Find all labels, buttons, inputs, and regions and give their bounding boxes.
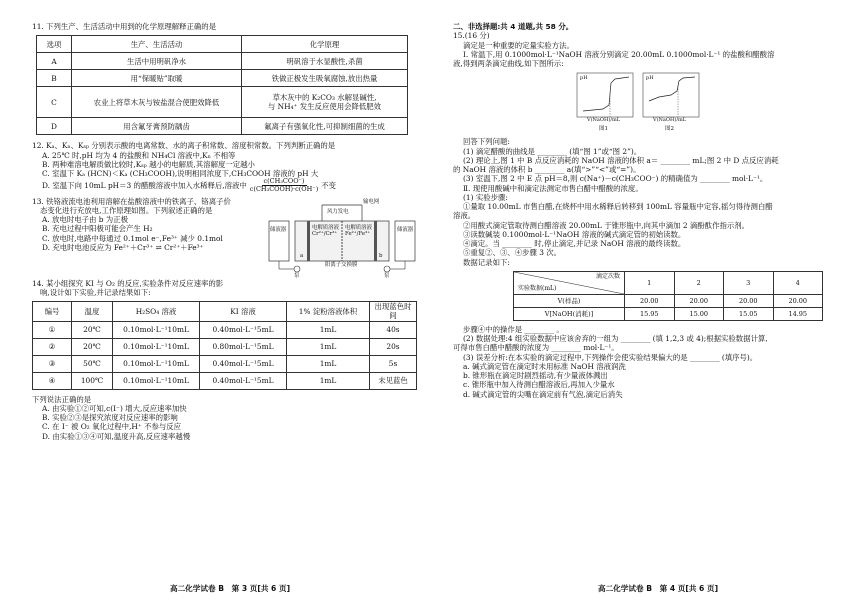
q13-option-c: C. 放电时,电路中每通过 0.1mol e⁻,Fe³⁺ 减少 0.1mol — [42, 233, 223, 243]
section-heading: 二、非选择题:共 4 道题,共 58 分。 — [453, 22, 574, 31]
t15-diag-top: 滴定次数 — [595, 272, 620, 280]
q15-line: (1) 滴定醋酸的曲线是 ________ (填“图 1”或“图 2”)。 — [463, 146, 642, 156]
q15-option: d. 碱式滴定管的尖嘴在滴定前有气泡,滴定后消失 — [463, 389, 623, 399]
q15-line: ⑤重复②、③、④步骤 3 次。 — [463, 248, 562, 258]
q12-option-d-tail: 不变 — [321, 181, 337, 191]
q15-line: 液,得到两条滴定曲线,如下图所示: — [453, 59, 564, 68]
fig2-y-axis-label: pH — [646, 75, 654, 82]
table-row — [33, 321, 417, 338]
t15-col-header: 2 — [674, 271, 724, 294]
t14-cell: ① — [33, 321, 72, 338]
q14-option-c: C. 在 I⁻ 被 O₂ 氧化过程中,H⁺ 不参与反应 — [42, 422, 182, 432]
t14-cell: 未见蓝色 — [370, 372, 417, 389]
table-row — [514, 307, 823, 320]
table-row — [33, 338, 417, 355]
q15-line: 的 NaOH 溶液的体积 b ________ a(填“>”“<”或“=”)。 — [453, 165, 641, 174]
t11-cell: 农业上将草木灰与铵盐混合使肥效降低 — [72, 87, 242, 118]
q14-stem-2: 响,设计如下实验,并记录结果如下: — [40, 287, 151, 297]
q15-line: (2) 数据处理:4 组实验数据中应该舍弃的一组为 ________ (填 1,2,3 或 4);根据实验数据计算, — [463, 334, 768, 343]
table-row — [37, 70, 408, 87]
q12-option-d-text: D. 室温下向 10mL pH＝3 的醋酸溶液中加入水稀释后,溶液中 — [42, 181, 247, 191]
q14-table — [32, 301, 417, 390]
q15-line: (3) 室温下,图 2 中 E 点 pH＝8,则 c(Na⁺)－c(CH₃COO⁻) 的精确值为 ________ mol·L⁻¹。 — [463, 174, 768, 184]
q15-line: 可得市售白醋中醋酸的浓度为 ________ mol·L⁻¹。 — [453, 343, 619, 353]
t14-cell: 0.10mol·L⁻¹10mL — [113, 321, 200, 338]
table-row — [37, 118, 408, 135]
wind-power-label: 风力发电 — [327, 208, 349, 215]
q13-line: 态变化进行充放电,工作原理如图。下列叙述正确的是 — [40, 205, 213, 215]
t11-cell: 用含氟牙膏预防龋齿 — [72, 118, 242, 135]
q13-option-a: A. 放电时电子由 b 为正极 — [42, 215, 128, 225]
membrane-label: 阳离子交换膜 — [325, 261, 358, 268]
t14-cell: 0.80mol·L⁻¹5mL — [200, 338, 287, 355]
t15-col-header: 1 — [625, 271, 675, 294]
right-pump-label: 泵 — [384, 272, 390, 279]
t14-cell: 0.40mol·L⁻¹5mL — [200, 372, 287, 389]
q15-line: 回答下列问题: — [463, 137, 510, 147]
q15-line: (1) 实验步骤: — [463, 192, 508, 202]
t11-header: 生产、生活活动 — [72, 36, 242, 53]
table-row — [33, 372, 417, 389]
q14-after: 下列说法正确的是 — [32, 394, 92, 404]
t14-header: 1% 淀粉溶液体积 — [287, 302, 370, 322]
right-column — [453, 22, 848, 399]
t15-cell: 15.95 — [625, 307, 675, 320]
t15-cell: 20.00 — [625, 294, 675, 307]
right-electrolyte-label: 电解质溶液 Fe²⁺/Fe³⁺ — [345, 224, 372, 238]
t14-cell: 5s — [370, 355, 417, 372]
t15-cell: 15.00 — [674, 307, 724, 320]
electrode-a-label: a — [300, 252, 304, 259]
t14-cell: 1mL — [287, 338, 370, 355]
q11-table — [36, 35, 408, 135]
t15-col-header: 3 — [724, 271, 774, 294]
q15-line: Ⅰ. 常温下,用 0.1000mol·L⁻¹NaOH 溶液分别滴定 20.00mL 0.1000mol·L⁻¹ 的盐酸和醋酸溶 — [463, 49, 775, 59]
t11-cell: 氟离子有强氧化性,可抑制细菌的生成 — [242, 118, 408, 135]
t11-cell: 明矾溶于水显酸性,杀菌 — [242, 53, 408, 70]
t15-cell: 20.00 — [773, 294, 823, 307]
q15-line: 步骤④中的操作是 ________ 。 — [463, 324, 564, 334]
t14-cell: 20s — [370, 338, 417, 355]
t14-cell: 40s — [370, 321, 417, 338]
right-tank-label: 储液器 — [397, 226, 414, 233]
t15-cell: 14.95 — [773, 307, 823, 320]
q15-option: a. 碱式滴定管在滴定时未用标准 NaOH 溶液润洗 — [463, 361, 626, 371]
table-row — [33, 355, 417, 372]
left-pump-label: 泵 — [294, 272, 300, 279]
t14-cell: ② — [33, 338, 72, 355]
q15-line: (2) 理论上,图 1 中 B 点反应消耗的 NaOH 溶液的体积 a＝ ________ mL;图 2 中 D 点反应消耗 — [463, 155, 779, 165]
fraction-denominator: c(CH₃COOH)·c(OH⁻) — [249, 185, 319, 194]
t11-header: 选项 — [37, 36, 72, 53]
t15-cell: 20.00 — [674, 294, 724, 307]
t14-cell: 1mL — [287, 321, 370, 338]
q13-stem: 13. 铁铬液流电池利用溶解在盐酸溶液中的铁离子、铬离子价 — [32, 196, 231, 206]
t14-cell: ④ — [33, 372, 72, 389]
t14-cell: 100℃ — [72, 372, 113, 389]
t11-cell: A — [37, 53, 72, 70]
fig1-label: 图1 — [599, 126, 608, 133]
page-footer-left: 高二化学试卷 B 第 3 页[共 6 页] — [170, 584, 291, 593]
q15-heading: 15.(16 分) — [453, 31, 490, 41]
t14-cell: 0.10mol·L⁻¹10mL — [113, 338, 200, 355]
q15-line: 溶液。 — [453, 211, 476, 221]
titration-figures — [573, 71, 848, 135]
t15-diag-header — [514, 271, 625, 294]
t14-cell: 20℃ — [72, 321, 113, 338]
t14-cell: 1mL — [287, 355, 370, 372]
page-footer-right: 高二化学试卷 B 第 4 页[共 6 页] — [598, 584, 719, 593]
q14-option-b: B. 实验②③是探究浓度对反应速率的影响 — [42, 413, 178, 423]
t14-cell: ③ — [33, 355, 72, 372]
q15-part-b — [453, 137, 848, 267]
q15-line: ②用酸式滴定管取待测白醋溶液 20.00mL 于锥形瓶中,向其中滴加 2 滴酚酞作指示剂。 — [463, 220, 750, 230]
q13-block — [32, 197, 417, 279]
table-row — [37, 53, 408, 70]
q15-line: ④滴定。当 ________ 时,停止滴定,并记录 NaOH 溶液的最终读数。 — [463, 239, 686, 248]
t15-cell: 20.00 — [724, 294, 774, 307]
t14-cell: 0.40mol·L⁻¹5mL — [200, 355, 287, 372]
t11-cell: 生活中用明矾净水 — [72, 53, 242, 70]
q15-part-c — [453, 325, 848, 399]
t11-cell: 铁做正极发生吸氧腐蚀,放出热量 — [242, 70, 408, 87]
t14-header: 温度 — [72, 302, 113, 322]
q15-line: (3) 误差分析:在本实验的滴定过程中,下列操作会使实验结果偏大的是 ________ (填序号)。 — [463, 352, 758, 362]
left-column — [32, 22, 417, 441]
t15-col-header: 4 — [773, 271, 823, 294]
t11-cell: 用“保暖贴”取暖 — [72, 70, 242, 87]
q13-option-b: B. 充电过程中阳极可能会产生 H₂ — [42, 224, 153, 234]
q15-option: c. 锥形瓶中加入待测白醋溶液后,再加入少量水 — [463, 380, 615, 390]
t15-row-label: V(样品) — [514, 294, 625, 307]
battery-diagram — [267, 199, 417, 279]
t14-header: H₂SO₄ 溶液 — [113, 302, 200, 322]
fig1-y-axis-label: pH — [580, 75, 588, 82]
q14-stem: 14. 某小组探究 KI 与 O₂ 的反应,实验条件对反应速率的影 — [32, 278, 224, 288]
table-row — [514, 294, 823, 307]
left-electrolyte-label: 电解质溶液 Cr²⁺/Cr³⁺ — [312, 224, 339, 238]
q14-option-a: A. 由实验①②可知,c(I⁻) 增大,反应速率加快 — [42, 403, 187, 413]
q15-data-table — [513, 271, 823, 321]
t14-header: 编号 — [33, 302, 72, 322]
left-tank-label: 储液器 — [270, 226, 287, 233]
t14-cell: 1mL — [287, 372, 370, 389]
t15-diag-bottom: 实验数据(mL) — [518, 285, 557, 293]
q15-line: ①量取 10.00mL 市售白醋,在烧杯中用水稀释后转移到 100mL 容量瓶中定容,摇匀得待测白醋 — [463, 202, 773, 211]
q12-option-c: C. 室温下 Kₐ (HCN)＜Kₐ (CH₃COOH),说明相同浓度下,CH₃COOH 溶液的 pH 大 — [42, 169, 319, 178]
t14-cell: 50℃ — [72, 355, 113, 372]
q15-option: b. 锥形瓶在滴定时剧烈摇动,有少量液体溅出 — [463, 371, 608, 380]
t15-row-label: V[NaOH(消耗)] — [514, 307, 625, 320]
fig1-x-axis-label: V(NaOH)/mL — [587, 117, 621, 124]
t14-cell: 0.10mol·L⁻¹10mL — [113, 372, 200, 389]
q15-line: 滴定是一种重要的定量实验方法。 — [463, 40, 574, 50]
t11-cell: B — [37, 70, 72, 87]
q12-stem: 12. Kₐ、Kₙ、Kₛₚ 分别表示酸的电离常数、水的离子积常数、溶度积常数。下列判断正确的是 — [32, 141, 336, 151]
t14-cell: 0.10mol·L⁻¹10mL — [113, 355, 200, 372]
q15-line: Ⅱ. 现使用酸碱中和滴定法测定市售白醋中醋酸的浓度。 — [463, 183, 643, 193]
q15-line: 数据记录如下: — [463, 257, 510, 267]
q13-option-d: D. 充电时电池反应为 Fe²⁺＋Cr³⁺ ⇌ Cr²⁺＋Fe³⁺ — [42, 242, 204, 252]
electrode-b-label: b — [379, 252, 383, 259]
t15-cell: 15.05 — [724, 307, 774, 320]
q15-line: ③读数碱装 0.1000mol·L⁻¹NaOH 溶液的碱式滴定管的初始读数。 — [463, 229, 686, 239]
t11-cell-multiline: 草木灰中的 K₂CO₃ 水解显碱性, 与 NH₄⁺ 发生反应使用会降低肥效 — [242, 87, 408, 118]
t14-header: 出现蓝色时间 — [370, 302, 417, 322]
q11-stem: 11. 下列生产、生活活动中用到的化学原理解释正确的是 — [32, 22, 217, 31]
t11-cell: D — [37, 118, 72, 135]
q12-option-a: A. 25℃ 时,pH 均为 4 的盐酸和 NH₄Cl 溶液中,Kₙ 不相等 — [42, 150, 236, 160]
t11-cell: C — [37, 87, 72, 118]
q12-option-d — [32, 178, 417, 193]
t14-header: KI 溶液 — [200, 302, 287, 322]
fraction-numerator: c(CH₃COO⁻) — [263, 177, 305, 186]
q12-option-b: B. 两种难溶电解质做比较时,Kₛₚ 越小的电解质,其溶解度一定越小 — [42, 159, 255, 169]
t11-header: 化学原理 — [242, 36, 408, 53]
grid-label: 输电网 — [363, 198, 380, 205]
t14-cell: 0.40mol·L⁻¹5mL — [200, 321, 287, 338]
q12-fraction — [250, 178, 318, 193]
t14-cell: 20℃ — [72, 338, 113, 355]
fig2-label: 图2 — [665, 126, 674, 133]
table-row — [37, 87, 408, 118]
fig2-x-axis-label: V(NaOH)/mL — [653, 117, 687, 124]
q14-option-d: D. 由实验①③④可知,温度升高,反应速率越慢 — [42, 431, 191, 441]
